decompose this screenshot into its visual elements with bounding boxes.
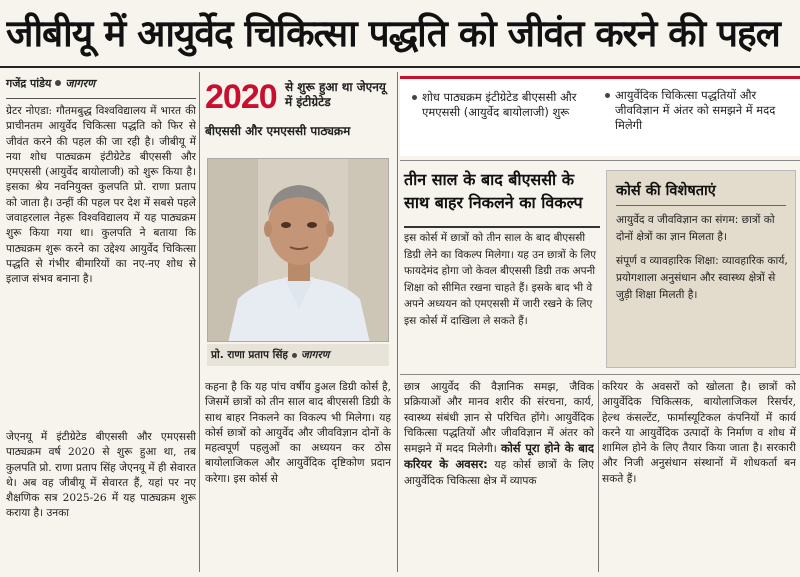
paragraph-5: यह कोर्स छात्रों के लिए आयुर्वेदिक चिकित्सा क्षेत्र में व्यापक xyxy=(404,459,594,487)
features-box-rule xyxy=(616,205,786,206)
bullet-dot-icon xyxy=(412,95,417,100)
features-box-list xyxy=(616,212,792,362)
headline-rule xyxy=(0,66,800,68)
career-lead: कोर्स पूरा होने के बाद करियर के अवसर: xyxy=(404,441,594,472)
subheading-rule xyxy=(404,226,600,228)
byline-source: जागरण xyxy=(65,76,96,90)
paragraph-3: कहना है कि यह पांच वर्षीय डुअल डिग्री कोर्स है, जिसमें छात्रों को तीन साल बाद बीएससी डिग्री के साथ बाहर निकलने का विकल्प भी मिलेगा। यह कोर्स छात्रों को आयुर्वेद और जीवविज्ञान दोनों के महत्वपूर्ण पहलुओं का अध्ययन कर ठोस बायोलाजिकल और आयुर्वेदिक दृष्टिकोण प्रदान करेगा। इस कोर्स से xyxy=(205,381,391,485)
subheading: तीन साल के बाद बीएससी के साथ बाहर निकलने का विकल्प xyxy=(404,170,583,212)
paragraph-4: छात्र आयुर्वेद की वैज्ञानिक समझ, जैविक प्रक्रियाओं और मानव शरीर की संरचना, कार्य, स्वास्थ्य संबंधी ज्ञान से परिचित होंगे। आयुर्वेदिक चिकित्सा पद्धतियों और जीवविज्ञान में अंतर को समझने में मदद मिलेगी। xyxy=(404,381,594,456)
highlight-item xyxy=(605,88,795,148)
intro-line-1: से शुरू हुआ था जेएनयू में इंटीग्रेटेड xyxy=(285,80,386,109)
paragraph-1: ग्रेटर नोएडा: गौतमबुद्ध विश्वविद्यालय में भारत की प्राचीनतम आयुर्वेद चिकित्सा पद्धति को फिर से जीवंत करने की पहल की जा रही है। जीबीयू में नया शोध पाठ्यक्रम इंटीग्रेटेड बीएससी और एमएससी (आयुर्वेद बायोलाजी) को शुरू किया है। इसका श्रेय नवनियुक्त कुलपति प्रो. राणा प्रताप को जाता है। उन्हीं की पहल पर देश में सबसे पहले जवाहरलाल नेहरू विश्वविद्यालय में यह पाठ्यक्रम शुरू किया गया था। कुलपति ने बताया कि पाठ्यक्रम शुरू करने का उद्देश्य आयुर्वेद चिकित्सा पद्धति से गंभीर बीमारियों का नए-नए शोध से इलाज संभव बनाना है। xyxy=(6,105,196,286)
paragraph-2: जेएनयू में इंटीग्रेटेड बीएससी और एमएससी पाठ्यक्रम वर्ष 2020 से शुरू हुआ था, तब कुलपति प्रो. राणा प्रताप सिंह जेएनयू में ही सेवारत थे। अब वह जीबीयू में सेवारत हैं, यहां पर नए शैक्षणिक सत्र 2025-26 में यह पाठ्यक्रम शुरू कराया है। उनका xyxy=(6,431,196,520)
bullet-dot-icon xyxy=(605,93,610,98)
paragraph-6: करियर के अवसरों को खोलता है। छात्रों को आयुर्वेदिक चिकित्सक, बायोलाजिकल रिसर्चर, हेल्थ कंसल्टेंट, फार्मास्यूटिकल कंपनियों में कार्य करने या आयुर्वेदिक उत्पादों के निर्माण व शोध में शामिल होने के लिए तैयार किया जाता है। सरकारी और निजी अनुसंधान संस्थानों में शोधकर्ता बन सकते हैं। xyxy=(602,381,796,485)
caption-source: जागरण xyxy=(301,349,330,361)
portrait-illustration-icon xyxy=(208,159,389,342)
byline xyxy=(6,74,196,92)
feature-item: आयुर्वेद व जीवविज्ञान का संगम: छात्रों को दोनों क्षेत्रों का ज्ञान मिलता है। xyxy=(616,214,775,243)
highlights-rule xyxy=(400,160,800,161)
intro-year: 2020 xyxy=(205,78,277,116)
article-column-2 xyxy=(205,380,391,572)
feature-item: संपूर्ण व व्यावहारिक शिक्षा: व्यावहारिक कार्य, प्रयोगशाला अनुसंधान और स्वास्थ्य क्षेत्रों से जुड़ी शिक्षा मिलती है। xyxy=(616,255,788,301)
article-column-1-continued xyxy=(6,430,196,572)
bullet-dot-icon xyxy=(55,80,61,86)
subheading-text: इस कोर्स में छात्रों को तीन साल के बाद बीएससी डिग्री लेने का विकल्प मिलेगा। यह उन छात्रों के लिए फायदेमंद होगा जो केवल बीएससी डिग्री तक अपनी शिक्षा को सीमित रखना चाहते हैं। इसके बाद भी वे अपने अध्ययन को एमएससी में जारी रखने के लिए इस कोर्स में दाखिला ले सकते हैं। xyxy=(404,232,597,327)
caption-name: प्रो. राणा प्रताप सिंह xyxy=(211,349,289,361)
highlight-text: शोध पाठ्यक्रम इंटीग्रेटेड बीएससी और एमएससी (आयुर्वेद बायोलाजी) शुरू xyxy=(422,90,577,119)
highlight-text: आयुर्वेदिक चिकित्सा पद्धतियों और जीवविज्ञान में अंतर को समझने में मदद मिलेगी xyxy=(615,88,776,132)
byline-rule xyxy=(6,98,196,99)
features-box-title: कोर्स की विशेषताएं xyxy=(616,183,716,199)
photo-caption xyxy=(207,344,389,366)
bullet-dot-icon xyxy=(292,353,297,358)
article-column-3 xyxy=(404,380,594,572)
section-rule xyxy=(400,374,800,375)
portrait-photo xyxy=(207,158,389,342)
byline-author: गजेंद्र पांडेय xyxy=(6,76,52,90)
article-column-1 xyxy=(6,104,196,430)
column-divider xyxy=(598,380,599,572)
highlight-item xyxy=(412,90,597,150)
column-divider xyxy=(397,72,398,572)
intro-line-2: बीएससी और एमएससी पाठ्यक्रम xyxy=(205,124,351,138)
article-column-4 xyxy=(602,380,796,572)
column-divider xyxy=(199,72,200,572)
headline: जीबीयू में आयुर्वेद चिकित्सा पद्धति को जीवंत करने की पहल xyxy=(6,12,780,55)
